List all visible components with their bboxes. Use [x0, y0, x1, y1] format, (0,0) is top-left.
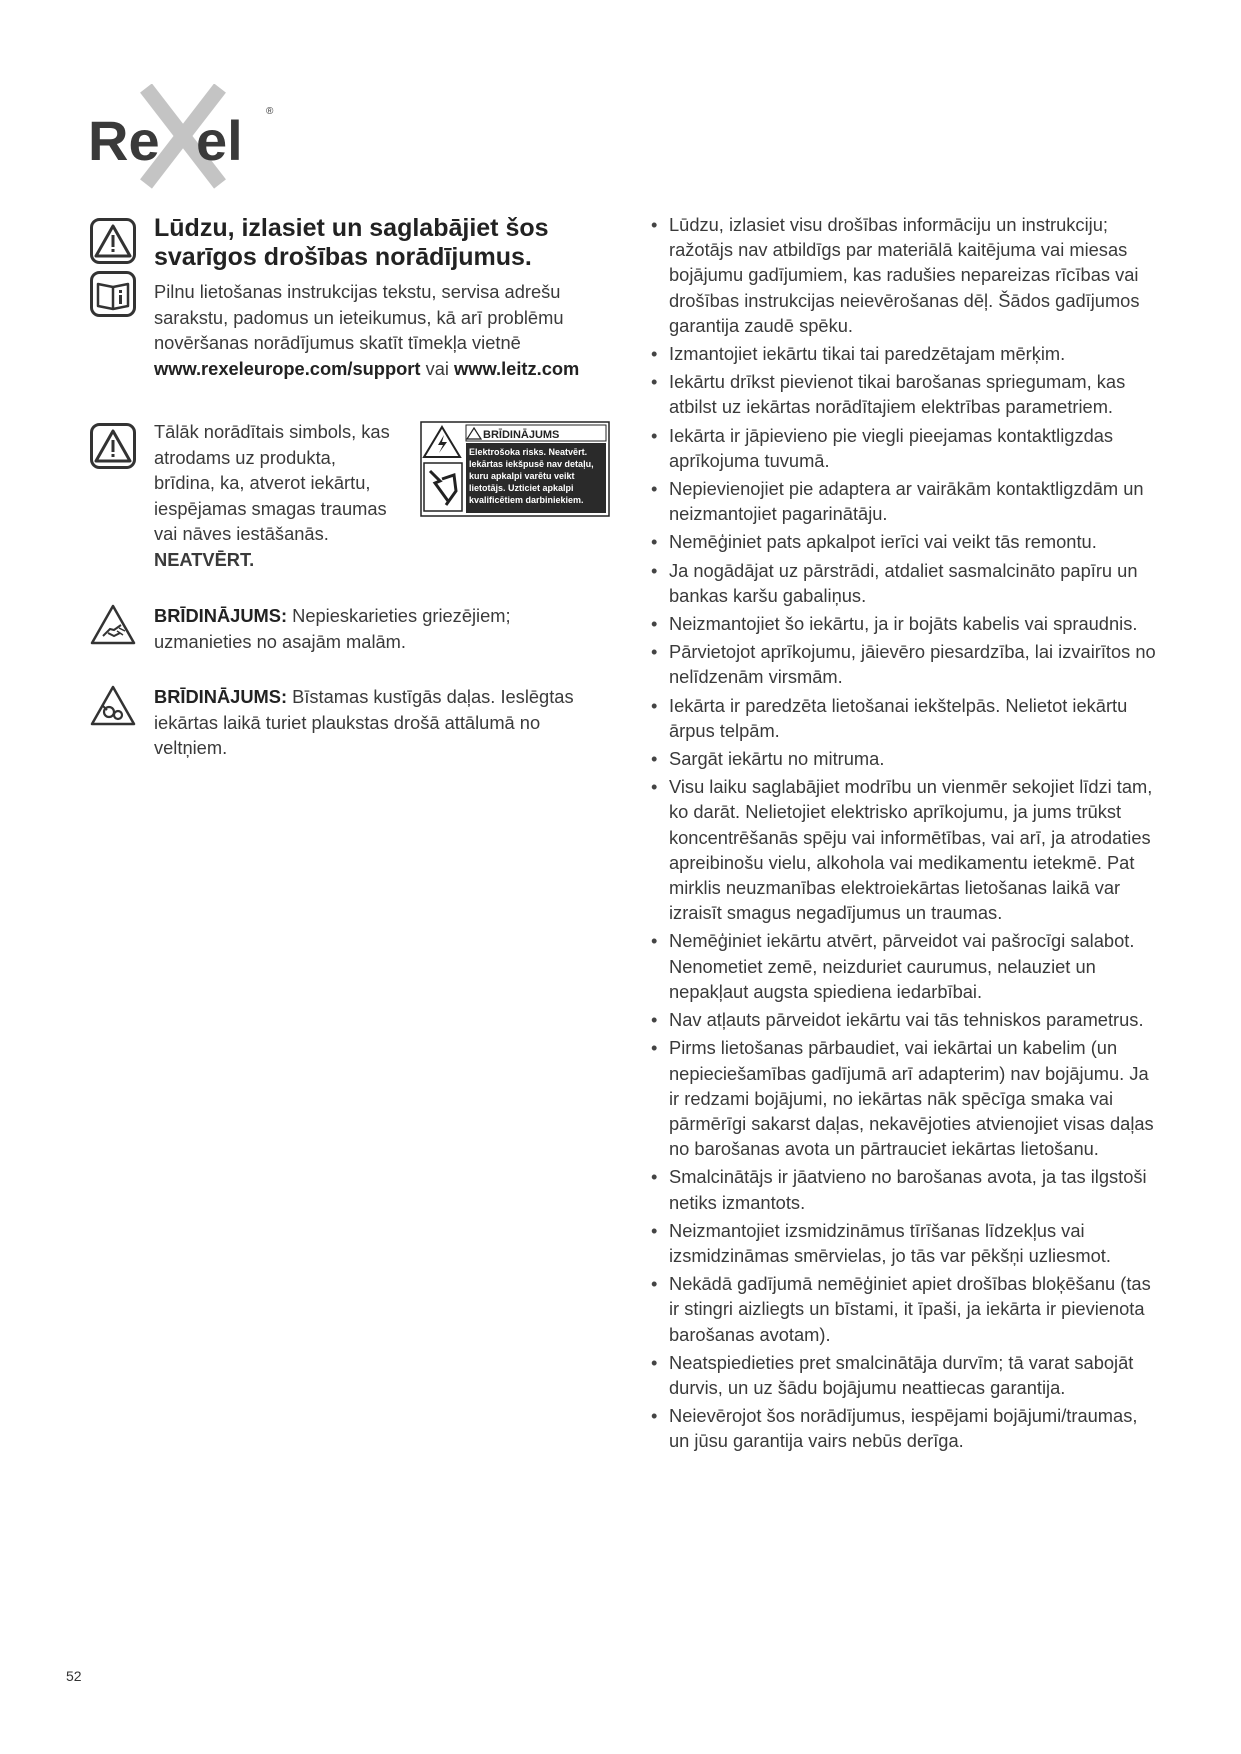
list-item: • Nemēģiniet pats apkalpot ierīci vai veikt tās remontu. — [648, 529, 1160, 554]
list-item: • Sargāt iekārtu no mitruma. — [648, 746, 1160, 771]
warning-triangle-icon — [90, 218, 136, 264]
label-line: kuru apkalpi varētu veikt — [469, 471, 575, 481]
warning-label-graphic — [420, 421, 610, 517]
intro-text: Pilnu lietošanas instrukcijas tekstu, servisa adrešu sarakstu, padomus un ieteikumus, kā arī problēmu novēršanas norādījumus skatīt tīmekļa vietnē www.rexeleurope.com/support vai www.leitz.com — [154, 281, 580, 379]
list-item: • Visu laiku saglabājiet modrību un vienmēr sekojiet līdzi tam, ko darāt. Nelietojiet elektrisko aprīkojumu, ja jums trūkst koncentrēšanās spēju vai informētības, vai arī, ja atrodaties apreibinošu vielu, alkohola vai medikamentu ietekmē. Pat mirklis neuzmanības elektroiekārtas lietošanas laikā var izraisīt smagus negadījumus un traumas. — [648, 774, 1160, 925]
warning-moving-parts-text: BRĪDINĀJUMS: Bīstamas kustīgās daļas. Ieslēgtas iekārtas laikā turiet plaukstas drošā attālumā no veltņiem. — [154, 686, 574, 758]
label-line: kvalificētiem darbiniekiem. — [469, 495, 584, 505]
left-column — [86, 210, 606, 761]
list-item: • Smalcinātājs ir jāatvieno no barošanas avota, ja tas ilgstoši netiks izmantots. — [648, 1164, 1160, 1214]
warning-moving-parts-section — [86, 684, 606, 761]
list-item: • Nepievienojiet pie adaptera ar vairākām kontaktligzdām un neizmantojiet pagarinātāju. — [648, 476, 1160, 526]
warning-triangle-icon — [90, 423, 136, 469]
hand-blade-warning-icon — [90, 603, 136, 649]
warning-blades-section — [86, 603, 606, 654]
svg-text:®: ® — [266, 106, 274, 117]
list-item: • Iekārtu drīkst pievienot tikai barošanas spriegumam, kas atbilst uz iekārtas norādītajiem elektrības parametriem. — [648, 369, 1160, 419]
right-column — [648, 212, 1160, 1457]
label-line: Iekārtas iekšpusē nav detaļu, — [469, 459, 594, 469]
list-item: • Pirms lietošanas pārbaudiet, vai iekārtai un kabelim (un nepieciešamības gadījumā arī adapterim) nav bojājumu. Ja ir redzami bojājumi, no iekārtas nāk spēcīga smaka vai pārmērīgi sakarst daļas, nekavējoties atvienojiet visas daļas no barošanas avota un pārtrauciet iekārtas lietošanu. — [648, 1035, 1160, 1161]
list-item: • Neizmantojiet šo iekārtu, ja ir bojāts kabelis vai spraudnis. — [648, 611, 1160, 636]
label-line: Elektrošoka risks. Neatvērt. — [469, 447, 588, 457]
warning-blades-text: BRĪDINĀJUMS: Nepieskarieties griezējiem; uzmanieties no asajām malām. — [154, 605, 511, 652]
list-item: • Nekādā gadījumā nemēģiniet apiet drošības bloķēšanu (tas ir stingri aizliegts un bīstami, it īpaši, ja iekārta ir pievienota barošanas avotam). — [648, 1271, 1160, 1347]
label-title: BRĪDINĀJUMS — [483, 429, 560, 441]
list-item: • Neizmantojiet izsmidzināmus tīrīšanas līdzekļus vai izsmidzināmas smērvielas, jo tās var pēkšņi uzliesmot. — [648, 1218, 1160, 1268]
list-item: • Iekārta ir jāpievieno pie viegli pieejamas kontaktligzdas aprīkojuma tuvumā. — [648, 423, 1160, 473]
list-item: • Neievērojot šos norādījumus, iespējami bojājumi/traumas, un jūsu garantija vairs nebūs derīga. — [648, 1403, 1160, 1453]
list-item: • Neatspiedieties pret smalcinātāja durvīm; tā varat sabojāt durvis, un uz šādu bojājumu neattiecas garantija. — [648, 1350, 1160, 1400]
warning-label — [420, 421, 610, 522]
svg-text:el: el — [196, 109, 243, 172]
symbol-section — [86, 419, 606, 572]
list-item: • Lūdzu, izlasiet visu drošības informāciju un instrukciju; ražotājs nav atbildīgs par materiālā kaitējuma vai miesas bojājumu gadījumiem, kas radušies nepareizas rīcības vai drošības instrukcijas neievērošanas dēļ. Šādos gadījumos garantija zaudē spēku. — [648, 212, 1160, 338]
leitz-link[interactable]: www.leitz.com — [454, 357, 580, 379]
list-item: • Ja nogādājat uz pārstrādi, atdaliet sasmalcināto papīru un bankas karšu gabaliņus. — [648, 558, 1160, 608]
manual-info-icon — [90, 271, 136, 317]
svg-text:Re: Re — [88, 109, 160, 172]
symbol-description: Tālāk norādītais simbols, kas atrodams uz produkta, brīdina, ka, atverot iekārtu, iespējamas smagas traumas vai nāves iestāšanās. NEATVĒRT. — [154, 421, 390, 570]
safety-title: Lūdzu, izlasiet un saglabājiet šos svarīgos drošības norādījumus. — [154, 214, 549, 271]
label-line: lietotājs. Uzticiet apkalpi — [469, 483, 574, 493]
gears-warning-icon — [90, 684, 136, 730]
page-number: 52 — [66, 1668, 82, 1684]
list-item: • Nav atļauts pārveidot iekārtu vai tās tehniskos parametrus. — [648, 1007, 1160, 1032]
list-item: • Pārvietojot aprīkojumu, jāievēro piesardzība, lai izvairītos no nelīdzenām virsmām. — [648, 639, 1160, 689]
rexel-logo — [88, 84, 288, 194]
list-item: • Iekārta ir paredzēta lietošanai iekštelpās. Nelietot iekārtu ārpus telpām. — [648, 693, 1160, 743]
list-item: • Izmantojiet iekārtu tikai tai paredzētajam mērķim. — [648, 341, 1160, 366]
intro-section — [86, 214, 606, 381]
safety-list — [648, 212, 1160, 1454]
support-link[interactable]: www.rexeleurope.com/support — [154, 357, 421, 379]
list-item: • Nemēģiniet iekārtu atvērt, pārveidot vai pašrocīgi salabot. Nenometiet zemē, neizduriet caurumus, nelauziet un nepakļaut augsta spiediena iedarbībai. — [648, 928, 1160, 1004]
